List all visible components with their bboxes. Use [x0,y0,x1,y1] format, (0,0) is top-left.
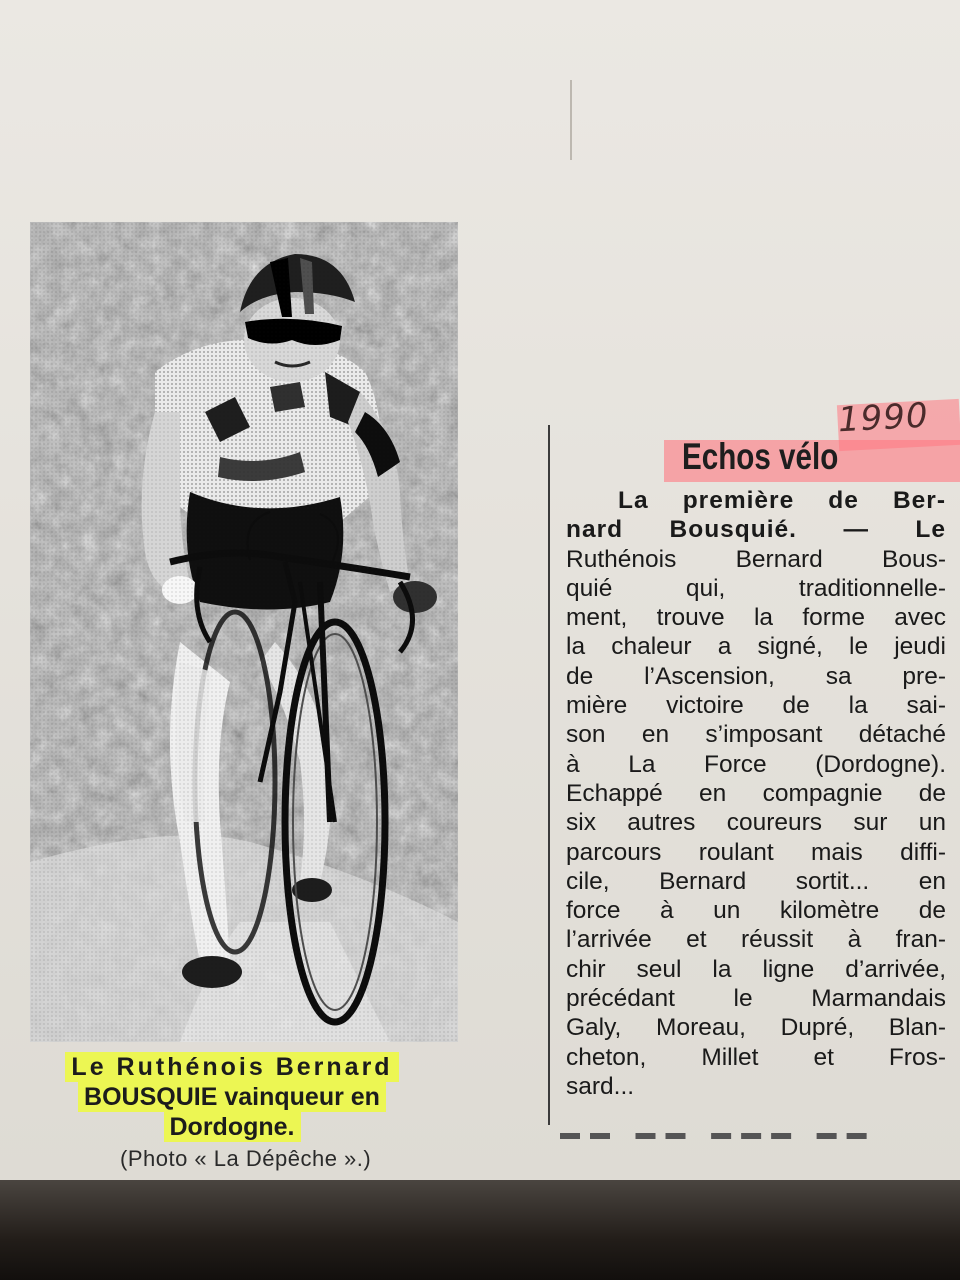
article-line: la chaleur a signé, le jeudi [566,632,946,661]
article-body [566,486,946,1101]
photo-credit: (Photo « La Dépêche ».) [120,1146,372,1171]
caption-line-2: BOUSQUIE vainqueur en [78,1082,386,1112]
article-line: quié qui, traditionnelle- [566,574,946,602]
article-line: Ruthénois Bernard Bous- [566,545,946,574]
article-line: son en s’imposant détaché [566,721,946,749]
article-line: parcours roulant mais diffi- [566,838,946,866]
article-line: La première de Ber- [566,486,946,515]
article-line: ment, trouve la forme avec [566,603,946,632]
article-line: mière victoire de la sai- [566,691,946,720]
caption-line-1: Le Ruthénois Bernard [65,1052,398,1082]
article-line: nard Bousquié. — Le [566,515,946,544]
column-rule [548,425,550,1125]
article-line: Echappé en compagnie de [566,779,946,807]
article-line: précédant le Marmandais [566,984,946,1013]
article-line: sard... [566,1072,635,1100]
column-title: Echos vélo [682,436,839,477]
article-line: Galy, Moreau, Dupré, Blan- [566,1014,946,1042]
article-line: six autres coureurs sur un [566,809,946,837]
article-line: chir seul la ligne d’arrivée, [566,955,946,984]
article-line: force à un kilomètre de [566,896,946,925]
article-line: de l’Ascension, sa pre- [566,662,946,691]
photo-caption [22,1052,442,1142]
table-surface [0,1180,960,1280]
article-line: cheton, Millet et Fros- [566,1043,946,1071]
cyclist-photo [30,222,458,1042]
article-line: à La Force (Dordogne). [566,750,946,779]
page-edge-mark [570,80,572,160]
article-line: l’arrivée et réussit à fran- [566,925,946,954]
article-line: cile, Bernard sortit... en [566,867,946,896]
handwritten-year: 1990 [837,395,930,441]
caption-line-3: Dordogne. [164,1112,301,1142]
cut-off-text-edge: ▬▬ ▬▬ ▬▬▬ ▬▬ [560,1128,877,1142]
